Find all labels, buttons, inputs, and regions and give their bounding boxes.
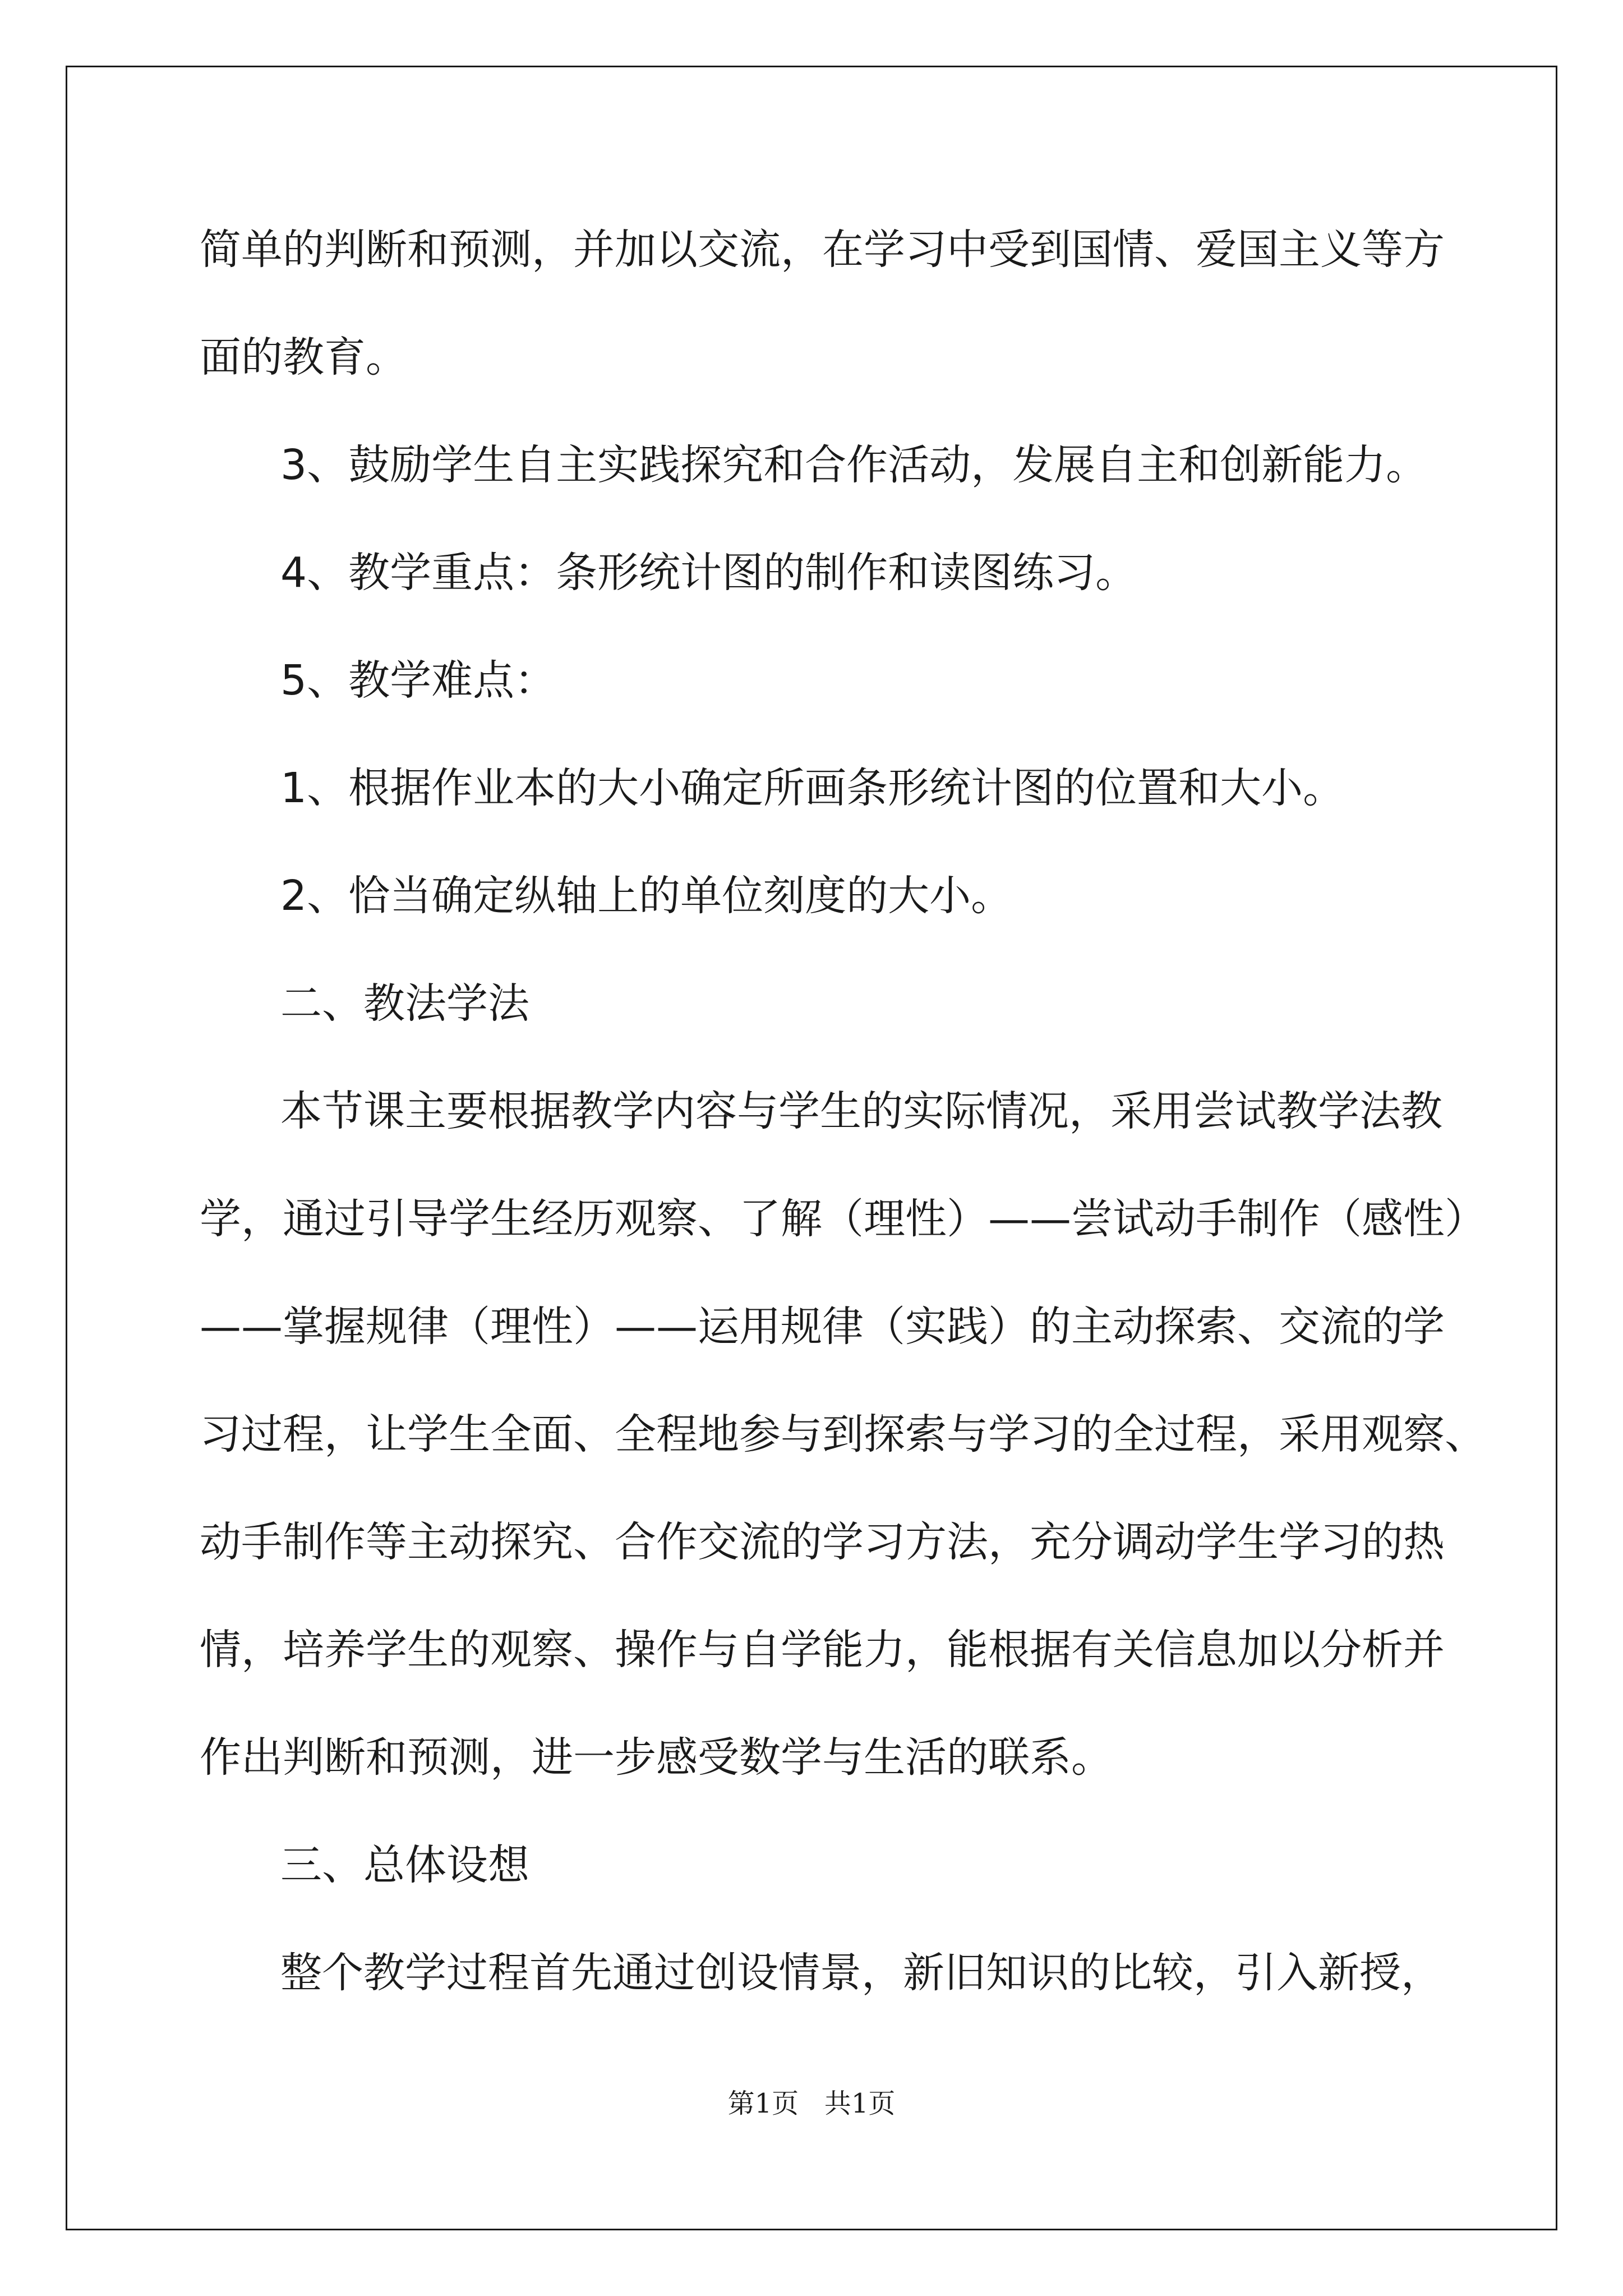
page-number-footer: 第1页 共1页 <box>727 2088 896 2119</box>
text-line-4: 4、教学重点：条形统计图的制作和读图练习。 <box>280 549 1137 597</box>
text-line-5: 5、教学难点： <box>280 656 556 705</box>
text-line-11: ——掌握规律（理性）——运用规律（实践）的主动探索、交流的学 <box>200 1303 1445 1351</box>
text-line-14: 情，培养学生的观察、操作与自学能力，能根据有关信息加以分析并 <box>200 1626 1445 1674</box>
text-line-2: 面的教育。 <box>200 333 407 381</box>
text-line-15: 作出判断和预测，进一步感受数学与生活的联系。 <box>200 1733 1113 1782</box>
text-line-3: 3、鼓励学生自主实践探究和合作活动，发展自主和创新能力。 <box>280 441 1428 489</box>
text-line-7: 2、恰当确定纵轴上的单位刻度的大小。 <box>280 872 1013 920</box>
text-line-10: 学，通过引导学生经历观察、了解（理性）——尝试动手制作（感性） <box>200 1195 1486 1243</box>
page-border <box>66 66 1557 2230</box>
text-line-9: 本节课主要根据教学内容与学生的实际情况，采用尝试教学法教 <box>280 1087 1442 1135</box>
section-heading-methods: 二、教法学法 <box>280 979 529 1028</box>
text-line-6: 1、根据作业本的大小确定所画条形统计图的位置和大小。 <box>280 764 1345 812</box>
text-line-1: 简单的判断和预测，并加以交流，在学习中受到国情、爱国主义等方 <box>200 226 1445 274</box>
section-heading-overall: 三、总体设想 <box>280 1841 529 1889</box>
text-line-12: 习过程，让学生全面、全程地参与到探索与学习的全过程，采用观察、 <box>200 1410 1486 1458</box>
text-line-17: 整个教学过程首先通过创设情景，新旧知识的比较，引入新授， <box>280 1949 1442 1997</box>
text-line-13: 动手制作等主动探究、合作交流的学习方法，充分调动学生学习的热 <box>200 1518 1445 1566</box>
